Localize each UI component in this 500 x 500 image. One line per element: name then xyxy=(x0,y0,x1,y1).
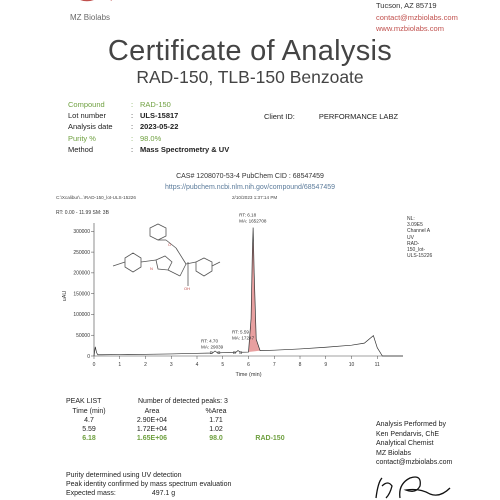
method-value: Mass Spectrometry & UV xyxy=(140,144,230,154)
table-row-main-peak xyxy=(66,434,300,443)
email-link[interactable]: contact@mzbiolabs.com xyxy=(376,12,458,22)
analyst-title: Analytical Chemist xyxy=(376,440,434,448)
chromatogram-date: 2/10/2023 1:37:14 PM xyxy=(232,195,278,200)
peak-label-area: MA: 29039 xyxy=(201,344,224,350)
purity-label: Purity % xyxy=(68,133,96,143)
x-tick-label: 6 xyxy=(247,362,250,368)
chromatogram-file-path: C:\Xcalibur\...\RAD-150_lot-ULS-15226 xyxy=(56,195,136,200)
nl-label: NL: xyxy=(407,216,415,222)
sample-name-1: RAD- xyxy=(407,240,420,247)
cell-area: 2.90E+04 xyxy=(136,417,168,424)
cell-time: 5.59 xyxy=(82,426,96,433)
website-link[interactable]: www.mzbiolabs.com xyxy=(376,24,444,33)
expected-mass-value: 497.1 g xyxy=(151,490,176,497)
x-tick-label: 9 xyxy=(324,362,328,368)
svg-text:N: N xyxy=(150,266,153,271)
address: Tucson, AZ 85719 xyxy=(376,1,437,10)
cell-percent: 98.0 xyxy=(209,435,223,442)
cell-name xyxy=(240,425,300,434)
method-notes xyxy=(66,471,231,498)
header-percent-area: %Area xyxy=(205,408,227,415)
analyst-block xyxy=(376,420,452,468)
client-label: Client ID: xyxy=(264,112,295,121)
cell-area: 1.72E+04 xyxy=(136,426,168,433)
header-area: Area xyxy=(144,408,160,415)
peak-label-area: MA: 17247 xyxy=(231,335,255,341)
pubchem-link[interactable]: https://pubchem.ncbi.nlm.nih.gov/compound/68547459 xyxy=(164,184,336,191)
logo-text: MZ Biolabs xyxy=(70,13,111,22)
date-value: 2023-05-22 xyxy=(140,122,179,132)
y-tick-label: 200000 xyxy=(73,270,90,277)
peak-label-rt: RT: 6.18 xyxy=(239,212,257,218)
method-colon: : xyxy=(131,144,134,154)
peak-label-area: MA: 1652708 xyxy=(239,218,267,224)
compound-colon: : xyxy=(131,100,134,109)
x-tick-label: 3 xyxy=(169,362,173,368)
y-axis-label: uAU xyxy=(62,290,68,302)
peak-labels-layer xyxy=(201,212,267,353)
peak-table xyxy=(66,407,300,443)
cell-name: RAD-150 xyxy=(255,435,285,442)
lot-value: ULS-15817 xyxy=(140,111,179,121)
header-name xyxy=(240,407,300,416)
cell-time: 4.7 xyxy=(84,417,94,424)
compound-value: RAD-150 xyxy=(140,100,171,109)
ms-note: Peak identity confirmed by mass spectrum evaluation xyxy=(66,481,232,488)
compound-label: Compound xyxy=(68,100,105,109)
chromatogram-rt-range: RT: 0.00 - 11.99 SM: 3B xyxy=(56,210,109,216)
y-tick-label: 100000 xyxy=(73,312,90,319)
detector-label: UV xyxy=(407,234,414,241)
y-tick-label: 300000 xyxy=(73,229,90,236)
sample-name-2: 150_lot- xyxy=(407,247,426,254)
analyst-name: Ken Pendarvis, ChE xyxy=(376,430,440,438)
purity-value: 98.0% xyxy=(140,133,162,143)
cell-percent: 1.71 xyxy=(209,417,223,424)
y-tick-label: 250000 xyxy=(73,249,90,256)
page-subtitle: RAD-150, TLB-150 Benzoate xyxy=(136,67,364,87)
uv-note: Purity determined using UV detection xyxy=(66,472,182,479)
x-axis-label: Time (min) xyxy=(235,372,262,378)
cas-line: CAS# 1208070-53-4 PubChem CID : 68547459 xyxy=(176,173,324,180)
peak-list-title: PEAK LIST xyxy=(66,398,102,405)
table-row xyxy=(66,425,300,434)
x-tick-label: 4 xyxy=(195,362,199,368)
x-tick-label: 7 xyxy=(272,362,276,368)
expected-mass-row xyxy=(66,489,231,498)
y-tick-label: 50000 xyxy=(76,333,90,340)
client-value: PERFORMANCE LABZ xyxy=(318,112,399,121)
x-tick-label: 0 xyxy=(92,362,96,368)
x-tick-label: 10 xyxy=(348,362,355,368)
expected-mass-label: Expected mass: xyxy=(66,490,116,497)
signature xyxy=(370,468,460,500)
cell-percent: 1.02 xyxy=(209,426,223,433)
svg-text:O: O xyxy=(168,242,172,247)
molecule-structure-icon xyxy=(113,224,220,291)
page-title: Certificate of Analysis xyxy=(107,35,393,67)
lot-label: Lot number xyxy=(68,111,106,121)
sample-name-3: ULS-15226 xyxy=(407,253,433,260)
y-tick-label: 0 xyxy=(87,353,90,360)
cell-time: 6.18 xyxy=(82,435,96,442)
analyst-line-1: Analysis Performed by xyxy=(376,421,447,428)
x-tick-label: 2 xyxy=(144,362,147,368)
x-tick-label: 11 xyxy=(374,362,380,368)
peak-list-head xyxy=(66,398,300,407)
method-label: Method xyxy=(68,144,94,154)
peak-label-rt: RT: 5.59 xyxy=(231,329,249,335)
y-tick-label: 150000 xyxy=(73,291,90,298)
nl-value: 3.09E5 xyxy=(407,222,423,229)
cell-area: 1.65E+06 xyxy=(136,435,168,442)
analyst-email[interactable]: contact@mzbiolabs.com xyxy=(376,459,453,467)
x-tick-label: 1 xyxy=(118,362,122,368)
channel-label: Channel A xyxy=(407,228,431,235)
peak-label-rt: RT: 4.70 xyxy=(201,338,219,344)
lot-colon: : xyxy=(131,111,134,121)
header-time: Time (min) xyxy=(72,408,106,415)
peak-table-header xyxy=(66,407,300,416)
x-tick-label: 8 xyxy=(298,362,302,368)
purity-colon: : xyxy=(131,133,134,143)
peak-list xyxy=(66,398,300,443)
table-row xyxy=(66,416,300,425)
date-label: Analysis date xyxy=(68,122,113,132)
analyst-org: MZ Biolabs xyxy=(376,449,412,457)
peak-count: Number of detected peaks: 3 xyxy=(138,398,228,405)
svg-text:OH: OH xyxy=(184,286,190,291)
cell-name xyxy=(240,416,300,425)
x-tick-label: 5 xyxy=(221,362,225,368)
date-colon: : xyxy=(131,122,134,132)
